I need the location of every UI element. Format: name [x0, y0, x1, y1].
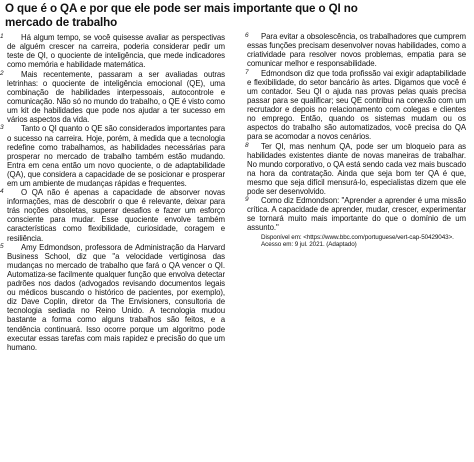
paragraph-9 — [247, 196, 466, 232]
paragraph-text: Há algum tempo, se você quisesse avaliar as perspectivas de alguém crescer na carreira, poderia considerar pedir um teste de QI, o quociente de inteligência, que mede indicadores como memória e habilidade matemática. — [7, 33, 225, 70]
paragraph-4 — [0, 188, 225, 243]
paragraph-text: Amy Edmondson, professora de Administração da Harvard Business School, diz que "a velocidade vertiginosa das mudanças no mercado de trabalho que fará o QA vencer o QI. Automatiza-se facilmente qualquer função que envolva detectar padrões nos dados (advogados revisando documentos legais ou médicos buscando o histórico de pacientes, por exemplo), diz Dave Coplin, diretor da The Envisioners, consultoria de tecnologia sediada no Reino Unido. A tecnologia mudou bastante a forma como alguns trabalhos são feitos, e a tendência continuará. Isso ocorre porque um algoritmo pode executar essas tarefas com mais rapidez e precisão do que um humano. — [7, 243, 225, 352]
paragraph-text: Ter QI, mas nenhum QA, pode ser um bloqueio para as habilidades existentes diante de novas maneiras de trabalhar. No mundo corporativo, o QA está sendo cada vez mais buscado na hora da contratação. Ainda que seja bom ter QA é que, mesmo que seja difícil mensurá-lo, especialistas dizem que ele pode ser desenvolvido. — [247, 141, 466, 196]
source-access-date: Acesso em: 9 jul. 2021. (Adaptado) — [261, 241, 357, 249]
paragraph-1 — [0, 33, 225, 70]
left-column — [0, 33, 225, 352]
paragraph-text: Tanto o QI quanto o QE são considerados importantes para o sucesso na carreira. Hoje, porém, à medida que a tecnologia redefine como trabalhamos, as habilidades necessárias para prosperar no mercado de trabalho também estão mudando. Entra em cena então um novo quociente, o de adaptabilidade (QA), que considera a capacidade de se posicionar e prosperar em um ambiente de mudanças rápidas e frequentes. — [7, 124, 225, 188]
paragraph-text: Para evitar a obsolescência, os trabalhadores que cumprem essas funções precisam desenvolver novas habilidades, como a criatividade para resolver novos problemas, empatia para se comunicar melhor e responsabilidade. — [247, 32, 466, 69]
paragraph-6 — [247, 32, 466, 68]
paragraph-8 — [247, 142, 466, 196]
paragraph-text: Edmondson diz que toda profissão vai exigir adaptabilidade e flexibilidade, do setor bancário às artes. Digamos que você é um contador. Seu QI o ajuda nas provas pelas quais precisa passar para se qualificar; seu QE contribui na conexão com um recrutador e depois no relacionamento com colegas e clientes no emprego. Então, quando os sistemas mudam ou os aspectos do trabalho são automatizados, você precisa do QA para se acomodar a novos cenários. — [247, 68, 466, 142]
paragraph-number: 1 — [0, 33, 4, 40]
paragraph-5 — [0, 243, 225, 352]
paragraph-3 — [0, 124, 225, 188]
paragraph-number: 3 — [0, 124, 4, 132]
source-url: <https://www.bbc.com/portuguese/vert-cap-50429043>. — [303, 233, 454, 241]
paragraph-7 — [247, 69, 466, 141]
article-title: O que é o QA e por que ele pode ser mais importante que o QI no mercado de trabalho — [5, 2, 358, 29]
source-citation — [247, 234, 466, 249]
paragraph-number: 7 — [245, 68, 249, 76]
right-column — [247, 32, 466, 249]
paragraph-2 — [0, 69, 225, 124]
paragraph-number: 6 — [245, 32, 249, 39]
paragraph-text: Como diz Edmondson: "Aprender a aprender é uma missão crítica. A capacidade de aprender, mudar, crescer, experimentar se tornará muito mais importante do que o domínio de um assunto." — [247, 196, 466, 233]
paragraph-number: 9 — [245, 196, 249, 204]
paragraph-number: 8 — [245, 141, 249, 149]
source-label: Disponível em: — [261, 233, 302, 241]
paragraph-number: 2 — [0, 69, 4, 77]
paragraph-number: 5 — [0, 243, 4, 251]
paragraph-text: O QA não é apenas a capacidade de absorver novas informações, mas de descobrir o que é relevante, deixar para trás noções obsoletas, superar desafios e fazer um esforço consciente para mudar. Esse quociente envolve também características como flexibilidade, curiosidade, coragem e resiliência. — [7, 188, 225, 243]
paragraph-text: Mais recentemente, passaram a ser avaliadas outras letrinhas: o quociente de inteligência emocional (QE), uma combinação de habilidades interpessoais, autocontrole e comunicação. Não só no mundo do trabalho, o QE é visto como um kit de habilidades que pode nos ajudar a ter sucesso em vários aspectos da vida. — [7, 69, 225, 124]
paragraph-number: 4 — [0, 188, 4, 196]
